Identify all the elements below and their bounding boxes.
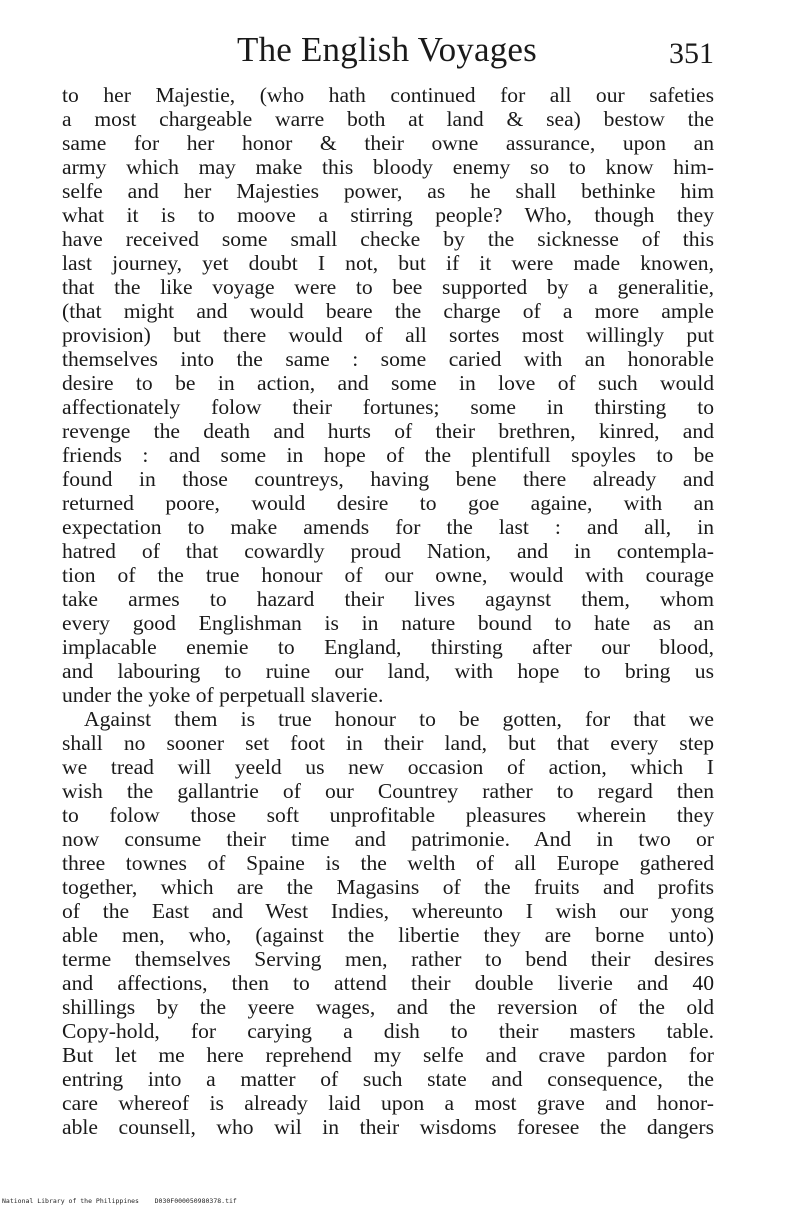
text-line: same for her honor & their owne assurance, upon an (62, 131, 714, 155)
text-line: Copy-hold, for carying a dish to their masters table. (62, 1019, 714, 1043)
text-line: to folow those soft unprofitable pleasures wherein they (62, 803, 714, 827)
text-line: a most chargeable warre both at land & sea) bestow the (62, 107, 714, 131)
paragraph-last-line: under the yoke of perpetuall slaverie. (62, 683, 384, 707)
text-line: affectionately folow their fortunes; some in thirsting to (62, 395, 714, 419)
text-line: last journey, yet doubt I not, but if it were made knowen, (62, 251, 714, 275)
text-line: able men, who, (against the libertie they are borne unto) (62, 923, 714, 947)
text-line: But let me here reprehend my selfe and crave pardon for (62, 1043, 714, 1067)
text-line: three townes of Spaine is the welth of all Europe gathered (62, 851, 714, 875)
text-line: able counsell, who wil in their wisdoms foresee the dangers (62, 1115, 714, 1139)
text-line: entring into a matter of such state and consequence, the (62, 1067, 714, 1091)
text-line: friends : and some in hope of the plentifull spoyles to be (62, 443, 714, 467)
text-line: and labouring to ruine our land, with hope to bring us (62, 659, 714, 683)
text-line: to her Majestie, (who hath continued for all our safeties (62, 83, 714, 107)
text-line: of the East and West Indies, whereunto I wish our yong (62, 899, 714, 923)
text-line: tion of the true honour of our owne, would with courage (62, 563, 714, 587)
text-line: we tread will yeeld us new occasion of action, which I (62, 755, 714, 779)
text-line: and affections, then to attend their double liverie and 40 (62, 971, 714, 995)
page-number: 351 (669, 37, 714, 70)
text-line: revenge the death and hurts of their brethren, kinred, and (62, 419, 714, 443)
text-line: expectation to make amends for the last : and all, in (62, 515, 714, 539)
scan-footer (2, 1197, 237, 1205)
text-line: care whereof is already laid upon a most grave and honor- (62, 1091, 714, 1115)
body-text (62, 83, 714, 1139)
text-line: hatred of that cowardly proud Nation, and in contempla- (62, 539, 714, 563)
text-line: terme themselves Serving men, rather to bend their desires (62, 947, 714, 971)
page-header (60, 28, 714, 76)
text-line: what it is to moove a stirring people? Who, though they (62, 203, 714, 227)
text-line: every good Englishman is in nature bound to hate as an (62, 611, 714, 635)
text-line: have received some small checke by the sicknesse of this (62, 227, 714, 251)
scan-file: D030F000050980378.tif (154, 1197, 237, 1205)
text-line: now consume their time and patrimonie. And in two or (62, 827, 714, 851)
text-line: desire to be in action, and some in love of such would (62, 371, 714, 395)
text-line: shillings by the yeere wages, and the reversion of the old (62, 995, 714, 1019)
text-line: themselves into the same : some caried with an honorable (62, 347, 714, 371)
text-line: take armes to hazard their lives agaynst them, whom (62, 587, 714, 611)
text-line: army which may make this bloody enemy so to know him- (62, 155, 714, 179)
text-line: (that might and would beare the charge of a more ample (62, 299, 714, 323)
text-line: implacable enemie to England, thirsting after our blood, (62, 635, 714, 659)
running-title: The English Voyages (237, 30, 537, 69)
text-line: shall no sooner set foot in their land, but that every step (62, 731, 714, 755)
text-line: returned poore, would desire to goe againe, with an (62, 491, 714, 515)
text-line: wish the gallantrie of our Countrey rather to regard then (62, 779, 714, 803)
text-line: provision) but there would of all sortes most willingly put (62, 323, 714, 347)
text-line: selfe and her Majesties power, as he shall bethinke him (62, 179, 714, 203)
paragraph-first-line: Against them is true honour to be gotten, for that we (84, 707, 714, 731)
scan-source: National Library of the Philippines (2, 1197, 139, 1205)
text-line: found in those countreys, having bene there already and (62, 467, 714, 491)
text-line: together, which are the Magasins of the fruits and profits (62, 875, 714, 899)
text-line: that the like voyage were to bee supported by a generalitie, (62, 275, 714, 299)
